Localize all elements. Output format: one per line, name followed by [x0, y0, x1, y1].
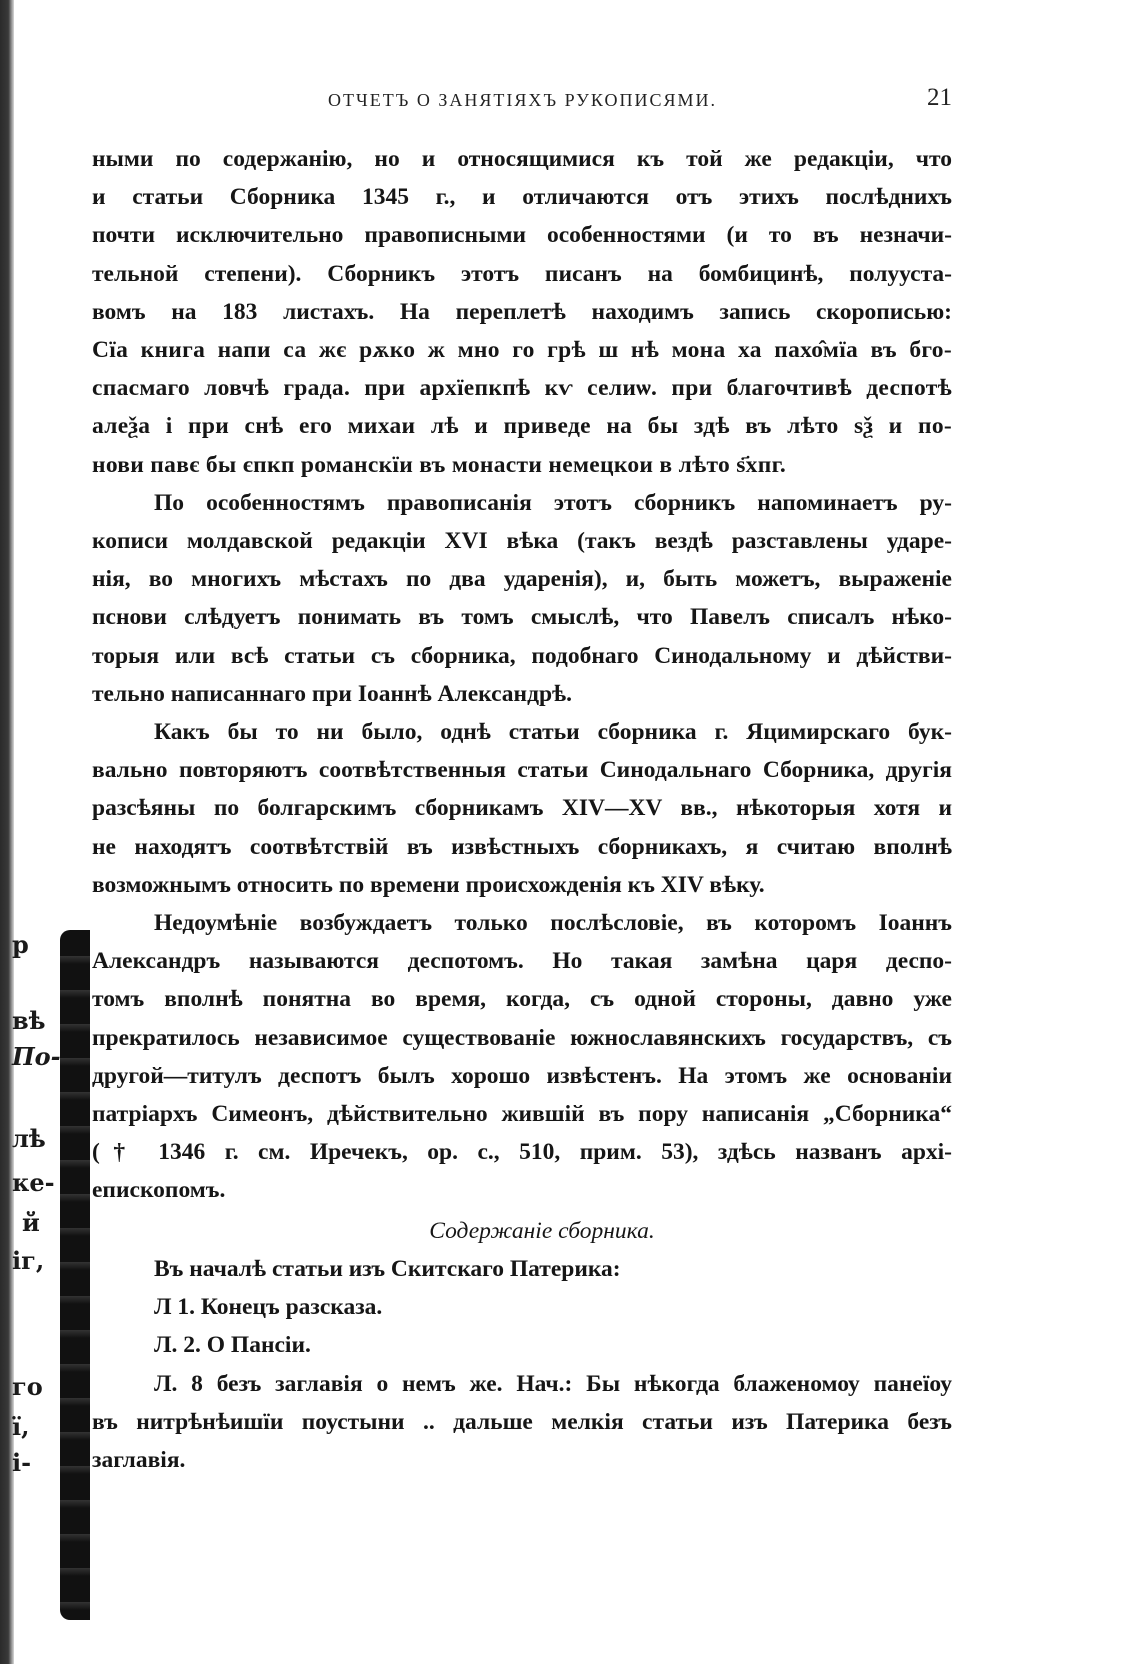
- text-line: возможнымъ относить по времени происхожденія къ XIV вѣку.: [92, 871, 765, 898]
- text-line: и статьи Сборника 1345 г., и отличаются отъ этихъ послѣднихъ: [92, 184, 952, 211]
- contents-intro: Въ началѣ статьи изъ Скитскаго Патерика:: [154, 1255, 621, 1282]
- section-title: Содержаніе сборника.: [429, 1217, 655, 1244]
- margin-fragment: лѣ: [12, 1124, 46, 1153]
- text-line: нія, во многихъ мѣстахъ по два ударенія), и, быть можетъ, выраженіе: [92, 566, 952, 593]
- contents-item: Л. 8 безъ заглавія о немъ же. Нач.: Бы нѣкогда блаженомоу панеїоу: [154, 1370, 952, 1397]
- slavonic-quote-line: нови павє бы єпкп романскїи въ монасти немецкои в лѣто ѕ҃хпг.: [92, 451, 787, 478]
- contents-item: Л 1. Конецъ разсказа.: [154, 1294, 383, 1321]
- margin-fragment: р: [12, 930, 29, 959]
- text-line: По особенностямъ правописанія этотъ сборникъ напоминаетъ ру-: [154, 489, 952, 516]
- contents-item: Л. 2. О Пансіи.: [154, 1332, 311, 1359]
- text-line: Какъ бы то ни было, однѣ статьи сборника г. Яцимирскаго бук-: [154, 719, 952, 746]
- text-line: кописи молдавской редакціи XVI вѣка (такъ вездѣ разставлены ударе-: [92, 528, 952, 555]
- contents-item: въ нитрѣнѣишїи поустыни .. дальше мелкія статьи изъ Патерика безъ: [92, 1408, 952, 1435]
- text-line: Александръ называются деспотомъ. Но такая замѣна царя деспо-: [92, 948, 952, 975]
- margin-fragment: го: [12, 1372, 43, 1401]
- margin-fragment: ї,: [12, 1412, 30, 1441]
- text-line: почти исключительно правописными особенностями (и то въ незначи-: [92, 222, 952, 249]
- text-line: вомъ на 183 листахъ. На переплетѣ находимъ запись скорописью:: [92, 298, 952, 325]
- text-line: († 1346 г. см. Иречекъ, op. c., 510, прим. 53), здѣсь названъ архі-: [92, 1139, 952, 1166]
- margin-fragment: По-: [12, 1042, 61, 1071]
- page-number: 21: [927, 84, 952, 111]
- text-line: торыя или всѣ статьи съ сборника, подобнаго Синодальному и дѣйстви-: [92, 642, 952, 669]
- text-line: не находятъ соотвѣтствій въ извѣстныхъ сборникахъ, я считаю вполнѣ: [92, 833, 952, 860]
- text-line: разсѣяны по болгарскимъ сборникамъ XIV—XV вв., нѣкоторыя хотя и: [92, 795, 952, 822]
- text-line: прекратилось независимое существованіе южнославянскихъ государствъ, съ: [92, 1024, 952, 1051]
- page-header: [92, 84, 952, 120]
- running-title: ОТЧЕТЪ О ЗАНЯТІЯХЪ РУКОПИСЯМИ.: [328, 90, 717, 110]
- margin-fragment: вѣ: [12, 1006, 46, 1035]
- margin-fragment: і-: [12, 1448, 32, 1477]
- body-text: [92, 140, 952, 1479]
- slavonic-quote-line: спасмаго ловчѣ града. при архїепкпѣ кѵ селиѡ. при благочтивѣ деспотѣ: [92, 375, 952, 402]
- text-line: вально повторяютъ соотвѣтственныя статьи Синодальнаго Сборника, другія: [92, 757, 952, 784]
- text-line: Недоумѣніе возбуждаетъ только послѣсловіе, въ которомъ Іоаннъ: [154, 910, 952, 937]
- margin-fragment: ке-: [12, 1168, 55, 1197]
- slavonic-quote-line: алеѯа і при снѣ его михаи лѣ и приведе на бы здѣ въ лѣто ѕѯ и по-: [92, 413, 952, 440]
- text-line: томъ вполнѣ понятна во время, когда, съ одной стороны, давно уже: [92, 986, 952, 1013]
- contents-item: заглавія.: [92, 1446, 186, 1473]
- text-line: ными по содержанію, но и относящимися къ той же редакціи, что: [92, 146, 952, 172]
- text-line: тельно написаннаго при Іоаннѣ Александрѣ.: [92, 680, 573, 707]
- margin-fragment: іг,: [12, 1246, 45, 1275]
- text-line: епископомъ.: [92, 1177, 226, 1204]
- text-line: другой—титулъ деспотъ былъ хорошо извѣстенъ. На этомъ же основаніи: [92, 1062, 952, 1089]
- text-line: пснови слѣдуетъ понимать въ томъ смыслѣ, что Павелъ списалъ нѣко-: [92, 604, 952, 631]
- slavonic-quote-line: Сїа книга напи са жє рѫко ж мно го грѣ ш нѣ мона ха пахо̂мїа въ бго-: [92, 337, 952, 364]
- text-line: патріархъ Симеонъ, дѣйствительно жившій въ пору написанія „Сборника“: [92, 1101, 952, 1128]
- text-line: тельной степени). Сборникъ этотъ писанъ на бомбицинѣ, полууста-: [92, 260, 952, 287]
- margin-fragment: й: [22, 1208, 40, 1237]
